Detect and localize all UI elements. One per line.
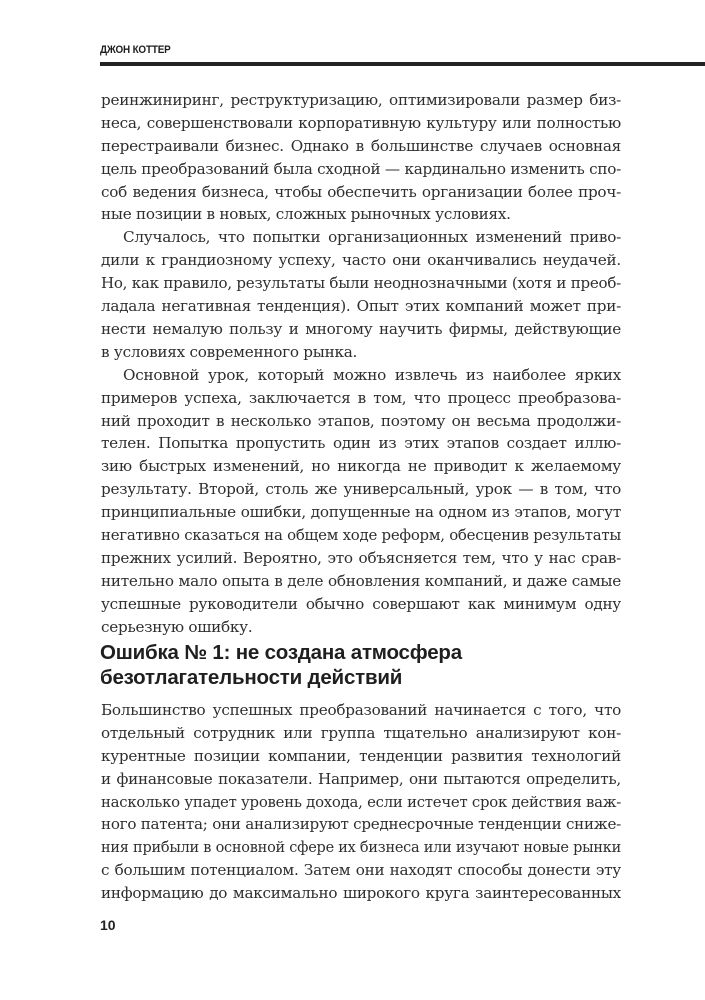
section-heading	[100, 641, 462, 690]
header-rule-divider	[100, 62, 705, 66]
page-number: 10	[100, 917, 116, 933]
text-line: цель преобразований была сходной — кардинально изменить спо-	[101, 159, 621, 178]
section-heading-line: безотлагательности действий	[100, 665, 403, 689]
text-line: отдельный сотрудник или группа тщательно анализируют кон-	[101, 723, 621, 742]
text-line: дили к грандиозному успеху, часто они оканчивались неудачей.	[101, 251, 621, 270]
text-line: насколько упадет уровень дохода, если истечет срок действия важ-	[101, 792, 621, 811]
running-head-author: ДЖОН КОТТЕР	[100, 44, 171, 56]
text-line: ные позиции в новых, сложных рыночных условиях.	[101, 205, 511, 224]
text-line: зию быстрых изменений, но никогда не приводит к желаемому	[101, 457, 621, 476]
text-line: Основной урок, который можно извлечь из наиболее ярких	[123, 365, 621, 384]
text-line: и финансовые показатели. Например, они пытаются определить,	[101, 769, 621, 788]
text-line: нести немалую пользу и многому научить фирмы, действующие	[101, 319, 621, 338]
text-line: с большим потенциалом. Затем они находят способы донести эту	[101, 861, 621, 880]
text-line: ного патента; они анализируют среднесрочные тенденции сниже-	[101, 815, 621, 834]
section-paragraph	[101, 699, 621, 905]
text-line: Случалось, что попытки организационных изменений приво-	[123, 228, 621, 247]
text-line: результату. Второй, столь же универсальный, урок — в том, что	[101, 480, 621, 499]
text-line: перестраивали бизнес. Однако в большинстве случаев основная	[101, 136, 621, 155]
text-line: успешные руководители обычно совершают как минимум одну	[101, 594, 621, 613]
text-line: примеров успеха, заключается в том, что процесс преобразова-	[101, 388, 621, 407]
text-line: Но, как правило, результаты были неоднозначными (хотя и преоб-	[101, 274, 621, 293]
text-line: прежних усилий. Вероятно, это объясняется тем, что у нас срав-	[101, 548, 621, 567]
text-line: информацию до максимально широкого круга заинтересованных	[101, 884, 621, 903]
paragraph-1	[101, 89, 621, 226]
text-line: негативно сказаться на общем ходе реформ, обесценив результаты	[101, 526, 621, 545]
text-line: неса, совершенствовали корпоративную культуру или полностью	[101, 113, 621, 132]
text-line: нительно мало опыта в деле обновления компаний, и даже самые	[101, 571, 621, 590]
text-line: принципиальные ошибки, допущенные на одном из этапов, могут	[101, 503, 621, 522]
text-line: Большинство успешных преобразований начинается с того, что	[101, 701, 621, 719]
text-line: серьезную ошибку.	[101, 617, 253, 636]
paragraph-3	[101, 364, 621, 639]
text-line: ний проходит в несколько этапов, поэтому он весьма продолжи-	[101, 411, 621, 430]
paragraph-2	[101, 226, 621, 363]
text-line: телен. Попытка пропустить один из этих этапов создает иллю-	[101, 434, 621, 453]
text-line: соб ведения бизнеса, чтобы обеспечить организации более проч-	[101, 182, 621, 201]
text-line: курентные позиции компании, тенденции развития технологий	[101, 746, 621, 765]
section-heading-line: Ошибка № 1: не создана атмосфера	[100, 641, 462, 664]
text-line: ладала негативная тенденция). Опыт этих компаний может при-	[101, 297, 621, 316]
text-line: реинжиниринг, реструктуризацию, оптимизировали размер биз-	[101, 91, 621, 109]
text-line: в условиях современного рынка.	[101, 342, 358, 361]
text-line: ния прибыли в основной сфере их бизнеса или изучают новые рынки	[101, 838, 621, 857]
